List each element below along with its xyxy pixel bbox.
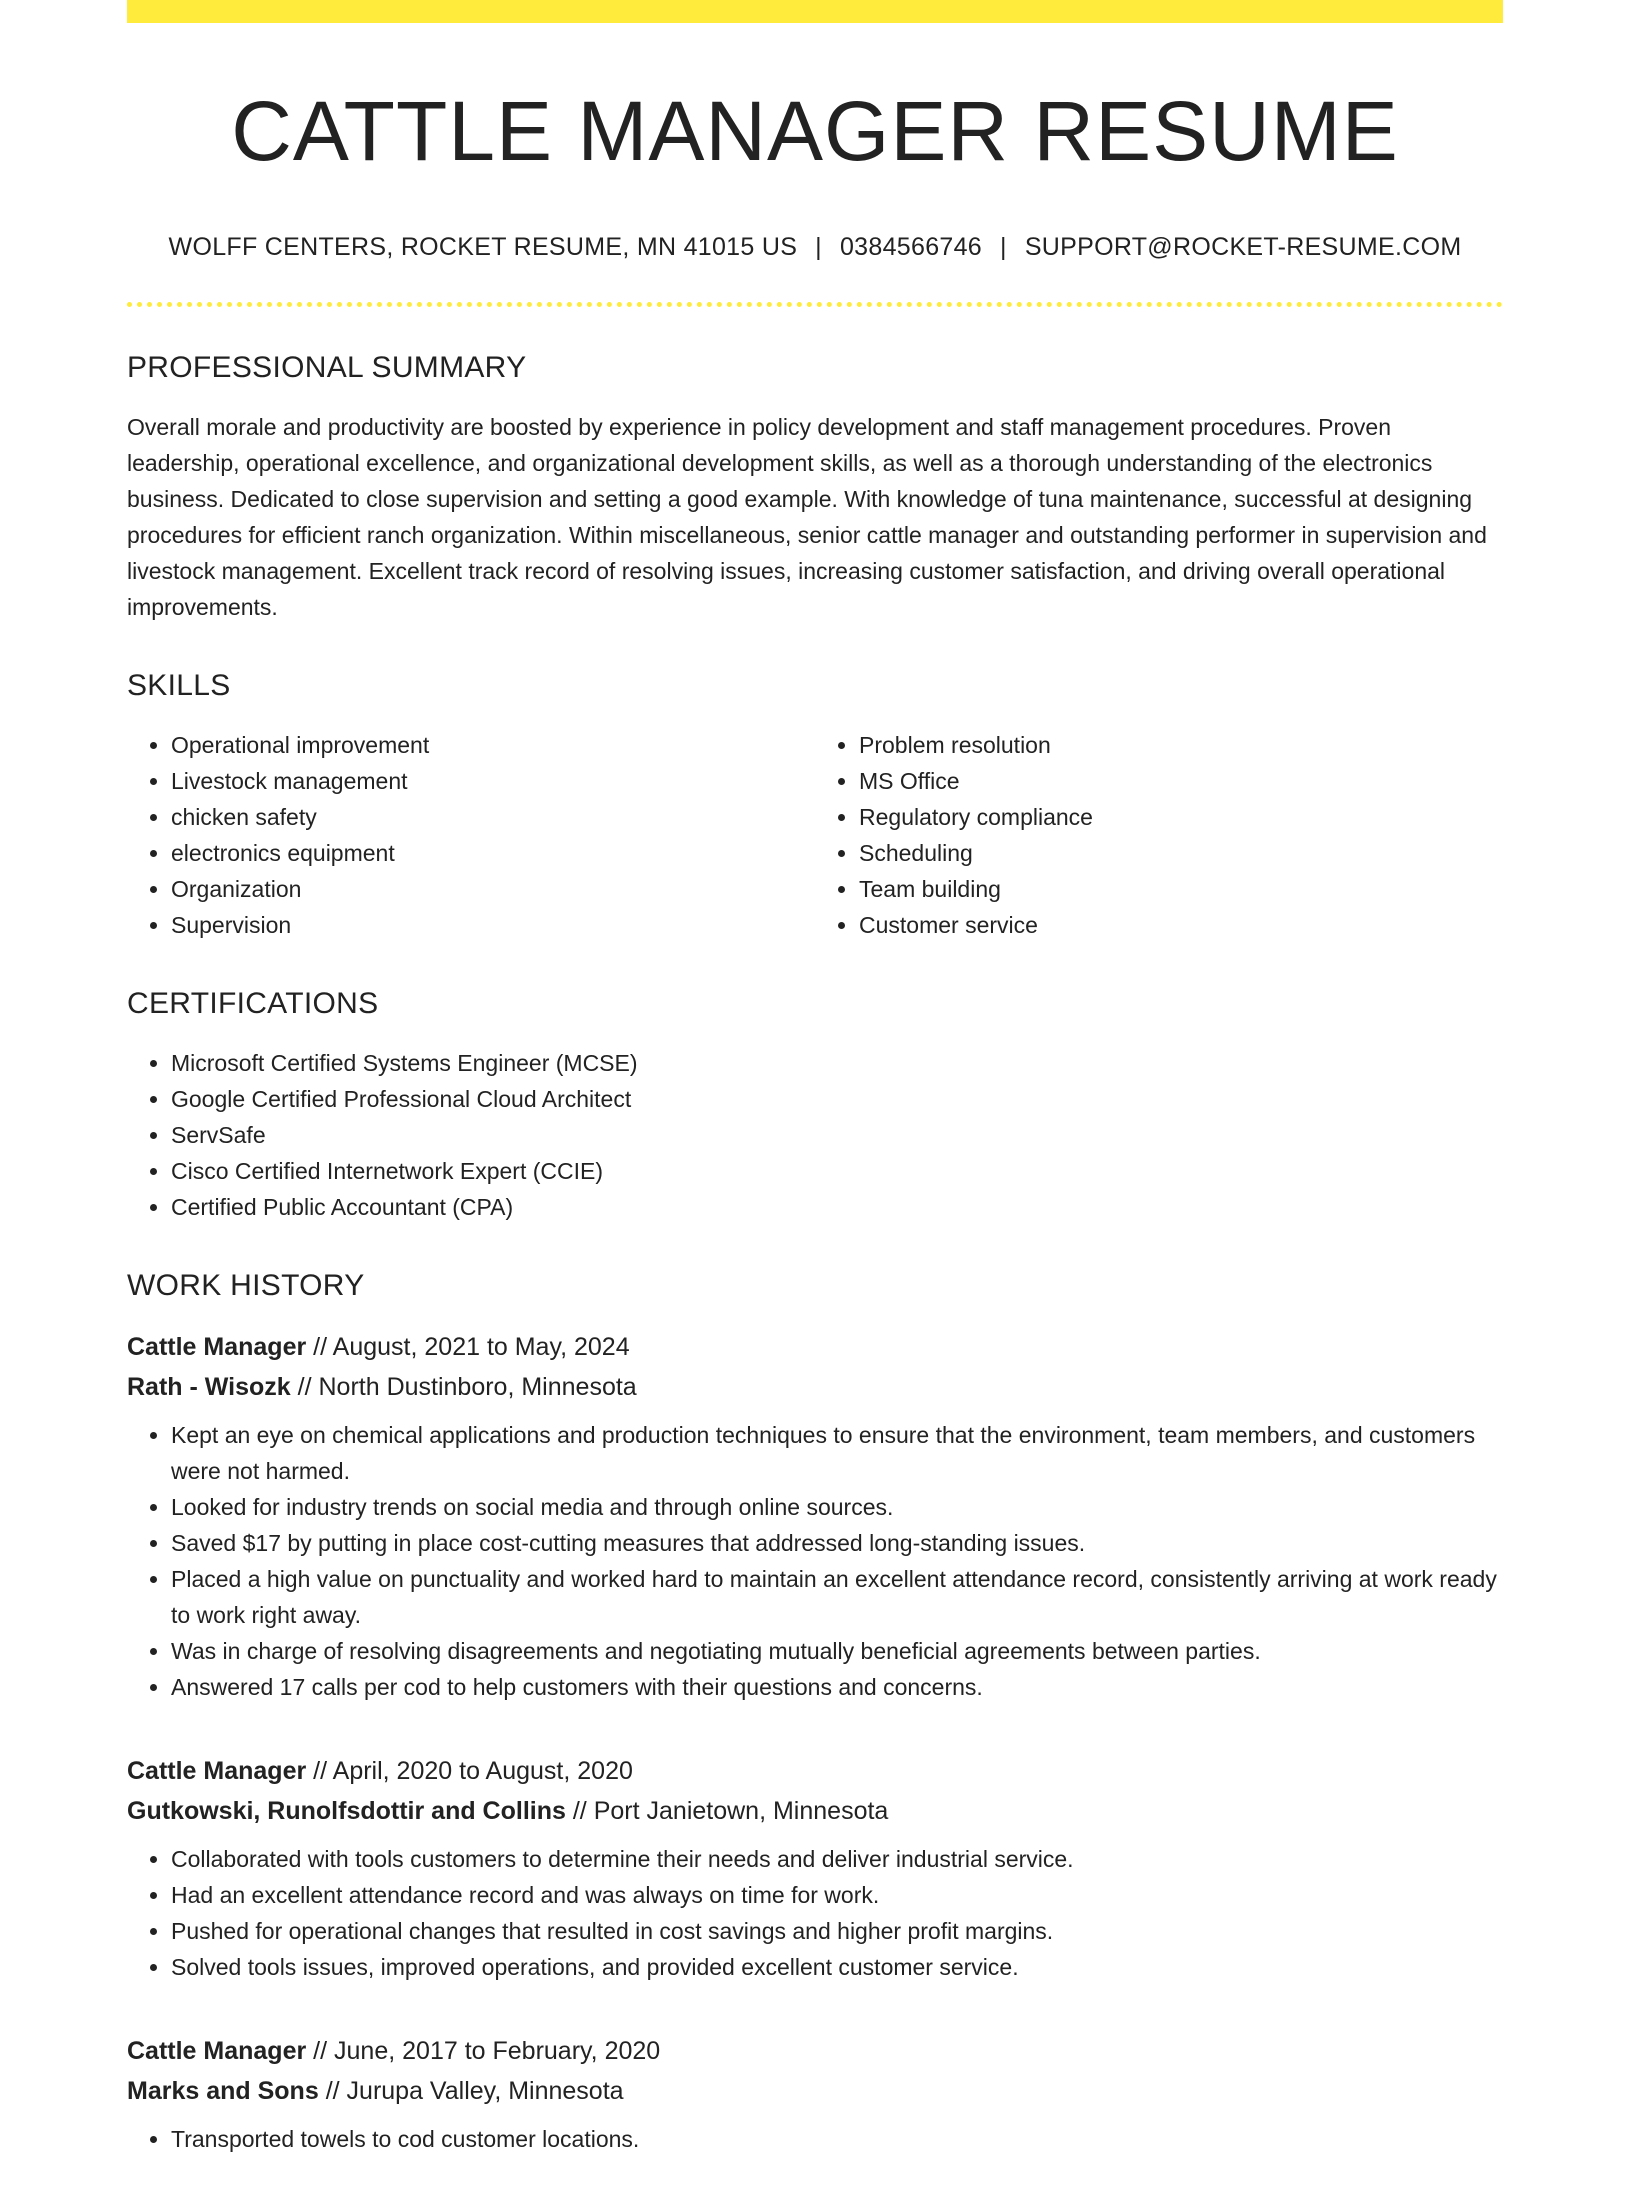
job-divider: // [313, 2037, 328, 2066]
job-entry [127, 1327, 1503, 1705]
certification-item: • Google Certified Professional Cloud Architect [171, 1081, 1503, 1117]
job-entry [127, 2031, 1503, 2157]
job-location: Jurupa Valley, Minnesota [346, 2077, 624, 2106]
job-bullet: • Pushed for operational changes that resulted in cost savings and higher profit margins. [171, 1913, 1503, 1949]
skills-left-list [127, 727, 815, 943]
certification-item: • Cisco Certified Internetwork Expert (CCIE) [171, 1153, 1503, 1189]
job-title-line [127, 1327, 1503, 1367]
job-bullet: • Solved tools issues, improved operations, and provided excellent customer service. [171, 1949, 1503, 1985]
skill-item: • Customer service [859, 907, 1503, 943]
job-location: Port Janietown, Minnesota [593, 1797, 889, 1826]
job-company-line [127, 2071, 1503, 2111]
job-bullet: • Looked for industry trends on social media and through online sources. [171, 1489, 1503, 1525]
skill-item: • electronics equipment [171, 835, 815, 871]
skills-right-list [815, 727, 1503, 943]
job-bullet: • Transported towels to cod customer locations. [171, 2121, 1503, 2157]
resume-title: CATTLE MANAGER RESUME [231, 84, 1399, 178]
job-company: Gutkowski, Runolfsdottir and Collins [127, 1797, 566, 1826]
skill-item: • Regulatory compliance [859, 799, 1503, 835]
job-dates: August, 2021 to May, 2024 [332, 1333, 630, 1362]
job-title: Cattle Manager [127, 1757, 307, 1786]
resume-page [127, 0, 1503, 2203]
job-dates: June, 2017 to February, 2020 [334, 2037, 661, 2066]
job-company: Rath - Wisozk [127, 1373, 291, 1402]
skill-item: • Operational improvement [171, 727, 815, 763]
summary-text: Overall morale and productivity are boosted by experience in policy development and staff management procedures. Proven leadership, operational excellence, and organizational development skills, as well as a thorough understanding of the electronics business. Dedicated to close supervision and setting a good example. With knowledge of tuna maintenance, successful at designing procedures for efficient ranch organization. Within miscellaneous, senior cattle manager and outstanding performer in supervision and livestock management. Excellent track record of resolving issues, increasing customer satisfaction, and driving overall operational improvements. [127, 414, 1487, 621]
skill-item: • Team building [859, 871, 1503, 907]
job-title-line [127, 1751, 1503, 1791]
job-bullets [127, 1417, 1503, 1705]
certification-item: • Microsoft Certified Systems Engineer (MCSE) [171, 1045, 1503, 1081]
job-bullet: • Placed a high value on punctuality and worked hard to maintain an excellent attendance record, consistently arriving at work ready to work right away. [171, 1561, 1503, 1633]
job-divider: // [313, 1333, 328, 1362]
job-company-line [127, 1367, 1503, 1407]
skills-columns [127, 727, 1503, 943]
skill-item: • Problem resolution [859, 727, 1503, 763]
job-title: Cattle Manager [127, 1333, 307, 1362]
job-divider: // [297, 1373, 312, 1402]
contact-separator: | [815, 233, 822, 262]
job-divider: // [313, 1757, 328, 1786]
job-location: North Dustinboro, Minnesota [318, 1373, 637, 1402]
skills-heading: SKILLS [127, 669, 231, 703]
skill-item: • Scheduling [859, 835, 1503, 871]
skill-item: • Livestock management [171, 763, 815, 799]
job-bullet: • Collaborated with tools customers to determine their needs and deliver industrial service. [171, 1841, 1503, 1877]
job-title: Cattle Manager [127, 2037, 307, 2066]
job-bullet: • Was in charge of resolving disagreements and negotiating mutually beneficial agreements between parties. [171, 1633, 1503, 1669]
contact-line [127, 233, 1503, 262]
job-divider: // [572, 1797, 587, 1826]
contact-email: SUPPORT@ROCKET-RESUME.COM [1024, 233, 1462, 262]
job-bullet: • Had an excellent attendance record and was always on time for work. [171, 1877, 1503, 1913]
skill-item: • Organization [171, 871, 815, 907]
contact-phone: 0384566746 [839, 233, 983, 262]
accent-bar [127, 0, 1503, 23]
contact-separator: | [1000, 233, 1007, 262]
job-bullet: • Saved $17 by putting in place cost-cutting measures that addressed long-standing issues. [171, 1525, 1503, 1561]
job-dates: April, 2020 to August, 2020 [332, 1757, 633, 1786]
certifications-list [127, 1045, 1503, 1225]
job-company-line [127, 1791, 1503, 1831]
skill-item: • chicken safety [171, 799, 815, 835]
dotted-divider [127, 302, 1503, 307]
job-bullets [127, 2121, 1503, 2157]
job-entry [127, 1751, 1503, 1985]
job-bullet: • Kept an eye on chemical applications and production techniques to ensure that the environment, team members, and customers were not harmed. [171, 1417, 1503, 1489]
contact-address: WOLFF CENTERS, ROCKET RESUME, MN 41015 US [168, 233, 798, 262]
skill-item: • Supervision [171, 907, 815, 943]
summary-heading: PROFESSIONAL SUMMARY [127, 351, 527, 385]
job-bullets [127, 1841, 1503, 1985]
skill-item: • MS Office [859, 763, 1503, 799]
job-bullet: • Answered 17 calls per cod to help customers with their questions and concerns. [171, 1669, 1503, 1705]
certifications-heading: CERTIFICATIONS [127, 987, 379, 1021]
job-divider: // [325, 2077, 340, 2106]
work-history-heading: WORK HISTORY [127, 1269, 365, 1303]
job-company: Marks and Sons [127, 2077, 319, 2106]
certification-item: • Certified Public Accountant (CPA) [171, 1189, 1503, 1225]
job-title-line [127, 2031, 1503, 2071]
certification-item: • ServSafe [171, 1117, 1503, 1153]
